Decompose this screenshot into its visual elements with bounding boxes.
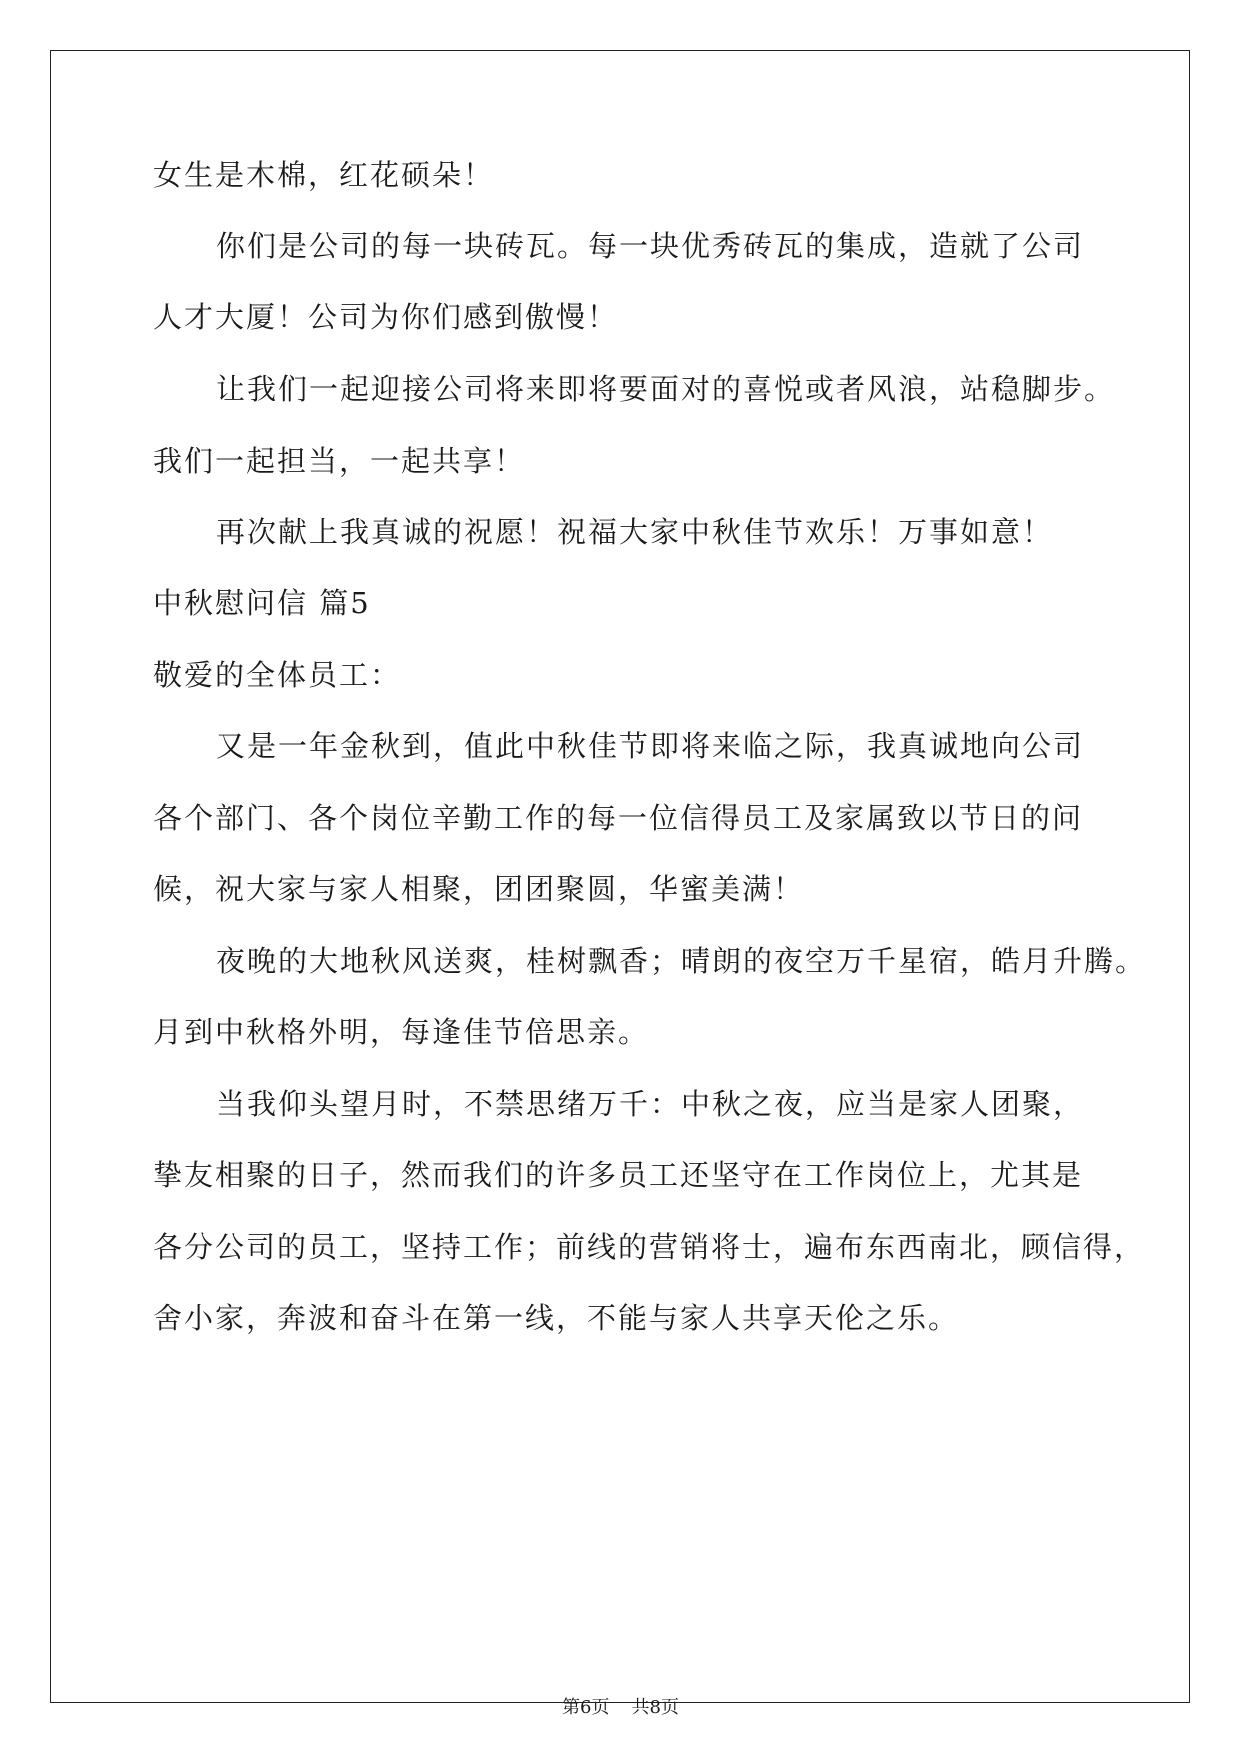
text-line-13: 月到中秋格外明，每逢佳节倍思亲。: [153, 1015, 650, 1049]
text-line-15: 挚友相聚的日子，然而我们的许多员工还坚守在工作岗位上，尤其是: [153, 1158, 1084, 1192]
text-line-16: 各分公司的员工，坚持工作；前线的营销将士，遍布东西南北，顾信得，: [153, 1230, 1146, 1264]
page-number-total: 共8页: [631, 1697, 679, 1718]
text-line-6: 再次献上我真诚的祝愿！祝福大家中秋佳节欢乐！万事如意！: [216, 515, 1054, 549]
text-line-11: 候，祝大家与家人相聚，团团聚圆，华蜜美满！: [153, 872, 805, 906]
text-line-14: 当我仰头望月时，不禁思绪万千：中秋之夜，应当是家人团聚，: [216, 1087, 1085, 1121]
page-footer: [0, 1696, 1241, 1720]
text-line-9: 又是一年金秋到，值此中秋佳节即将来临之际，我真诚地向公司: [216, 729, 1085, 763]
page-number-current: 第6页: [562, 1697, 610, 1718]
salutation: 敬爱的全体员工：: [153, 658, 402, 692]
text-line-17: 舍小家，奔波和奋斗在第一线，不能与家人共享天伦之乐。: [153, 1301, 960, 1335]
text-line-2: 你们是公司的每一块砖瓦。每一块优秀砖瓦的集成，造就了公司: [216, 229, 1085, 263]
text-line-12: 夜晚的大地秋风送爽，桂树飘香；晴朗的夜空万千星宿，皓月升腾。: [216, 944, 1147, 978]
text-line-4: 让我们一起迎接公司将来即将要面对的喜悦或者风浪，站稳脚步。: [216, 372, 1116, 406]
section-heading: 中秋慰问信 篇5: [153, 586, 371, 620]
text-line-10: 各个部门、各个岗位辛勤工作的每一位信得员工及家属致以节日的问: [153, 801, 1084, 835]
text-line-5: 我们一起担当，一起共享！: [153, 444, 526, 478]
text-line-3: 人才大厦！公司为你们感到傲慢！: [153, 300, 619, 334]
text-line-1: 女生是木棉，红花硕朵！: [153, 158, 495, 192]
